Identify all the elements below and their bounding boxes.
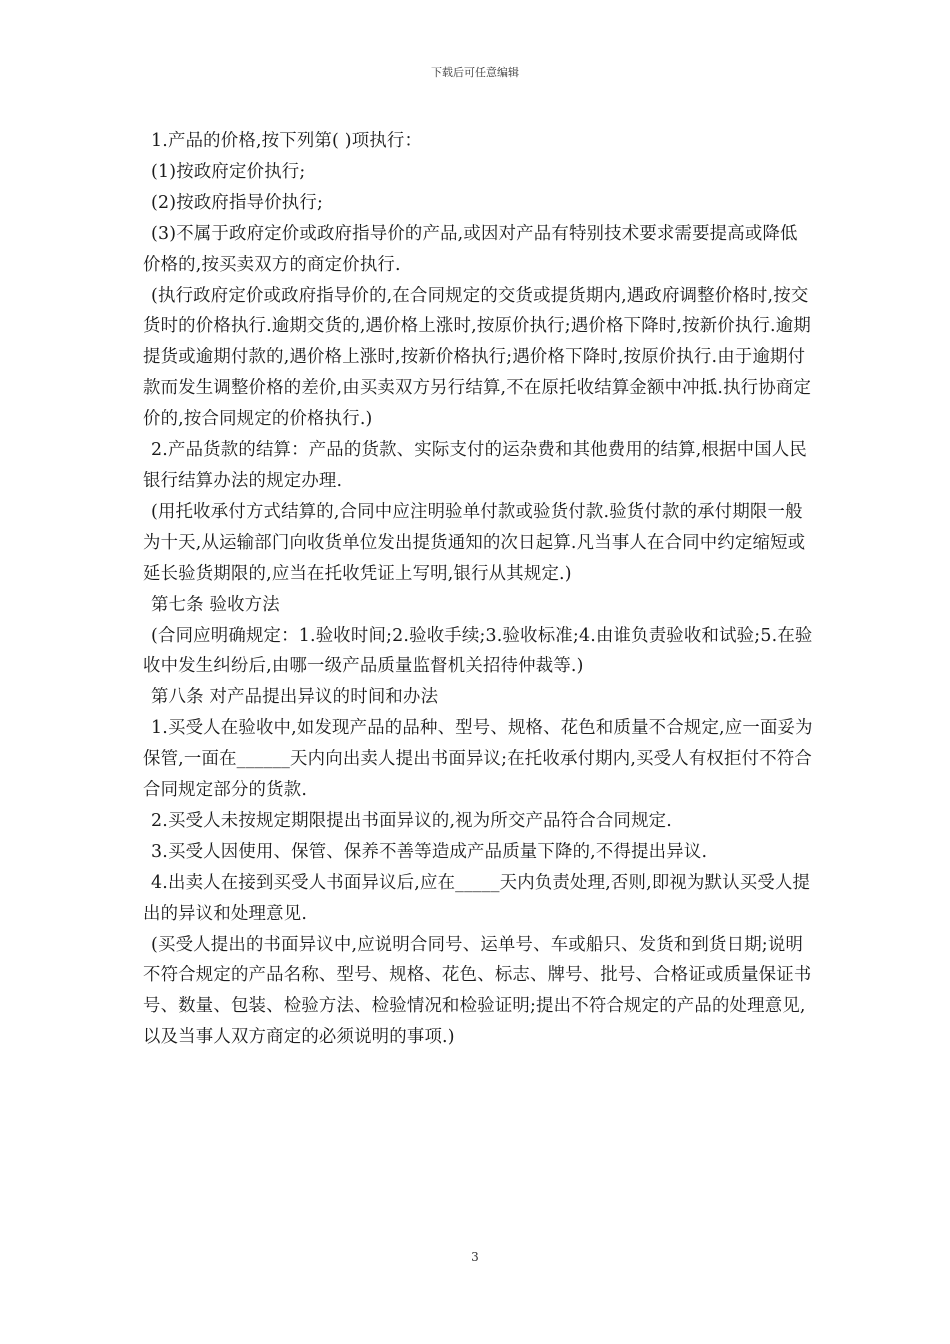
paragraph: (3)不属于政府定价或政府指导价的产品,或因对产品有特别技术要求需要提高或降低价格的,按买卖双方的商定价执行.	[143, 223, 798, 275]
paragraph: 4.出卖人在接到买受人书面异议后,应在_____天内负责处理,否则,即视为默认买受人提出的异议和处理意见.	[143, 872, 811, 924]
paragraph: (买受人提出的书面异议中,应说明合同号、运单号、车或船只、发货和到货日期;说明不符合规定的产品名称、型号、规格、花色、标志、牌号、批号、合格证或质量保证书号、数量、包装、检验方法、检验情况和检验证明;提出不符合规定的产品的处理意见,以及当事人双方商定的必须说明的事项.)	[143, 934, 812, 1048]
paragraph: (执行政府定价或政府指导价的,在合同规定的交货或提货期内,遇政府调整价格时,按交货时的价格执行.逾期交货的,遇价格上涨时,按原价执行;遇价格下降时,按新价执行.逾期提货或逾期付款的,遇价格上涨时,按新价格执行;遇价格下降时,按原价执行.由于逾期付款而发生调整价格的差价,由买卖双方另行结算,不在原托收结算金额中冲抵.执行协商定价的,按合同规定的价格执行.)	[143, 285, 812, 430]
paragraph: (用托收承付方式结算的,合同中应注明验单付款或验货付款.验货付款的承付期限一般为十天,从运输部门向收货单位发出提货通知的次日起算.凡当事人在合同中约定缩短或延长验货期限的,应当在托收凭证上写明,银行从其规定.)	[143, 501, 806, 584]
page-number: 3	[471, 1250, 479, 1264]
page-header: 下载后可任意编辑	[431, 66, 519, 79]
paragraph: 2.买受人未按规定期限提出书面异议的,视为所交产品符合合同规定.	[151, 810, 672, 831]
paragraph: 2.产品货款的结算：产品的货款、实际支付的运杂费和其他费用的结算,根据中国人民银行结算办法的规定办理.	[143, 440, 807, 491]
section-heading: 第七条 验收方法	[151, 594, 280, 615]
paragraph: (2)按政府指导价执行;	[151, 192, 324, 213]
paragraph: 1.产品的价格,按下列第( )项执行：	[151, 131, 423, 151]
paragraph: 3.买受人因使用、保管、保养不善等造成产品质量下降的,不得提出异议.	[151, 841, 708, 862]
paragraph: (合同应明确规定：1.验收时间;2.验收手续;3.验收标准;4.由谁负责验收和试验;5.在验收中发生纠纷后,由哪一级产品质量监督机关招待仲裁等.)	[143, 625, 813, 677]
paragraph: (1)按政府定价执行;	[151, 161, 306, 182]
paragraph: 1.买受人在验收中,如发现产品的品种、型号、规格、花色和质量不合规定,应一面妥为保管,一面在______天内向出卖人提出书面异议;在托收承付期内,买受人有权拒付不符合合同规定部分的货款.	[143, 718, 813, 801]
section-heading: 第八条 对产品提出异议的时间和办法	[151, 687, 439, 708]
document-body	[143, 126, 815, 1053]
